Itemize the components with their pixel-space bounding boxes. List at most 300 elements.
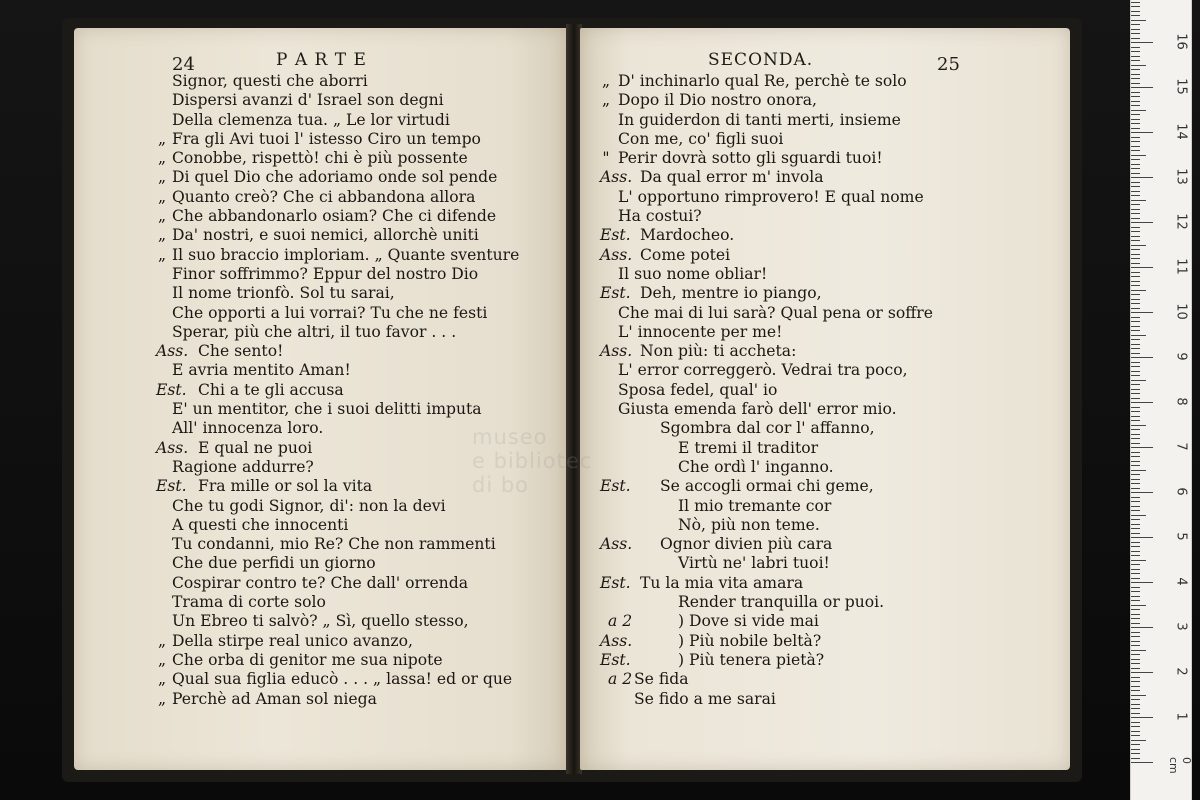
speaker-label: Ass. xyxy=(156,342,189,361)
ruler-tick xyxy=(1131,240,1140,241)
ruler-tick xyxy=(1131,42,1153,43)
ruler-tick xyxy=(1131,555,1140,556)
line-text: L' error correggerò. Vedrai tra poco, xyxy=(618,361,908,380)
line-text: E qual ne puoi xyxy=(198,438,313,457)
quote-mark: „ xyxy=(157,207,167,226)
ruler-tick xyxy=(1131,348,1140,349)
line-text: Qual sua figlia educò . . . „ lassa! ed or que xyxy=(172,670,513,689)
line-text: Della clemenza tua. „ Le lor virtudi xyxy=(172,110,450,129)
line-text: Che sento! xyxy=(198,342,284,361)
text-line xyxy=(580,111,1070,130)
text-line xyxy=(580,188,1070,207)
ruler-tick xyxy=(1131,321,1140,322)
ruler-tick xyxy=(1131,15,1140,16)
ruler-tick xyxy=(1131,407,1140,408)
ruler-tick xyxy=(1131,362,1140,363)
speaker-label: Est. xyxy=(600,477,631,496)
text-line xyxy=(580,554,1070,573)
ruler-tick xyxy=(1131,492,1153,493)
watermark-line: museo xyxy=(472,425,548,449)
ruler-tick xyxy=(1131,191,1140,192)
line-text: Signor, questi che aborri xyxy=(172,72,368,90)
ruler-tick xyxy=(1131,645,1140,646)
ruler-tick xyxy=(1131,623,1140,624)
ruler-tick xyxy=(1131,65,1146,66)
line-text: Da qual error m' invola xyxy=(640,168,824,187)
ruler-tick xyxy=(1131,632,1140,633)
ruler-tick xyxy=(1131,519,1140,520)
quote-mark: „ xyxy=(157,689,167,708)
ruler-number: 1 xyxy=(1173,712,1189,721)
text-line xyxy=(580,670,1070,689)
line-text: Il mio tremante cor xyxy=(678,496,832,515)
quote-mark: „ xyxy=(157,129,167,148)
line-text: Ha costui? xyxy=(618,207,702,226)
line-text: Di quel Dio che adoriamo onde sol pende xyxy=(172,168,498,187)
text-line xyxy=(580,284,1070,303)
ruler-tick xyxy=(1131,96,1140,97)
ruler-tick xyxy=(1131,11,1140,12)
ruler-tick xyxy=(1131,506,1140,507)
text-line xyxy=(580,400,1070,419)
ruler-tick xyxy=(1131,749,1140,750)
text-line xyxy=(580,574,1070,593)
text-line xyxy=(74,632,568,651)
watermark-line: di bo xyxy=(472,473,530,497)
line-text: Chi a te gli accusa xyxy=(198,380,344,399)
ruler-tick xyxy=(1131,704,1140,705)
ruler-tick xyxy=(1131,110,1146,111)
text-line xyxy=(74,72,568,91)
line-text: Non più: ti accheta: xyxy=(640,342,797,361)
line-text: Trama di corte solo xyxy=(172,593,326,612)
ruler-number: 13 xyxy=(1173,168,1189,185)
ruler-tick xyxy=(1131,29,1140,30)
text-line xyxy=(580,361,1070,380)
library-watermark xyxy=(472,425,632,497)
ruler-tick xyxy=(1131,470,1146,471)
line-text: E avria mentito Aman! xyxy=(172,361,351,380)
speaker-label: Ass. xyxy=(600,342,633,361)
text-line xyxy=(580,651,1070,670)
text-line xyxy=(74,400,568,419)
ruler-tick xyxy=(1131,483,1140,484)
text-line xyxy=(580,381,1070,400)
text-line xyxy=(74,246,568,265)
left-page-header: P A R T E xyxy=(276,50,367,70)
ruler-tick xyxy=(1131,2,1140,3)
line-text: Quanto creò? Che ci abbandona allora xyxy=(172,187,476,206)
text-line xyxy=(580,439,1070,458)
text-line xyxy=(580,91,1070,110)
ruler-tick xyxy=(1131,479,1140,480)
line-text: Il suo braccio imploriam. „ Quante sventure xyxy=(172,245,520,264)
ruler-tick xyxy=(1131,465,1140,466)
quote-mark: „ xyxy=(157,245,167,264)
ruler-tick xyxy=(1131,155,1146,156)
ruler-tick xyxy=(1131,753,1140,754)
ruler-unit-label: 0 cm xyxy=(1167,757,1193,774)
line-text: Che opporti a lui vorrai? Tu che ne festi xyxy=(172,303,488,322)
line-text: Che tu godi Signor, di': non la devi xyxy=(172,496,446,515)
ruler-tick xyxy=(1131,398,1140,399)
line-text: Fra gli Avi tuoi l' istesso Ciro un tempo xyxy=(172,129,481,148)
text-line xyxy=(580,497,1070,516)
ruler-tick xyxy=(1131,78,1140,79)
ruler-tick xyxy=(1131,762,1153,763)
ruler-tick xyxy=(1131,213,1140,214)
text-line xyxy=(580,535,1070,554)
ruler-tick xyxy=(1131,47,1140,48)
line-text: Render tranquilla or puoi. xyxy=(678,593,885,612)
ruler-tick xyxy=(1131,411,1140,412)
line-text: Dopo il Dio nostro onora, xyxy=(618,91,818,110)
ruler-tick xyxy=(1131,200,1146,201)
ruler-tick xyxy=(1131,101,1140,102)
line-text: Perchè ad Aman sol niega xyxy=(172,689,377,708)
line-text: A questi che innocenti xyxy=(172,515,349,534)
ruler-tick xyxy=(1131,569,1140,570)
line-text: All' innocenza loro. xyxy=(172,419,324,438)
line-text: Un Ebreo ti salvò? „ Sì, quello stesso, xyxy=(172,612,469,631)
speaker-label: Est. xyxy=(156,380,187,399)
ruler-tick xyxy=(1131,267,1153,268)
text-line xyxy=(74,130,568,149)
ruler-tick xyxy=(1131,146,1140,147)
ruler-tick xyxy=(1131,317,1140,318)
line-text: Se accogli ormai chi geme, xyxy=(660,477,874,496)
ruler-tick xyxy=(1131,542,1140,543)
text-line xyxy=(74,265,568,284)
ruler-tick xyxy=(1131,497,1140,498)
text-line xyxy=(580,304,1070,323)
quote-mark: „ xyxy=(601,91,611,110)
ruler-tick xyxy=(1131,137,1140,138)
line-text: D' inchinarlo qual Re, perchè te solo xyxy=(618,72,907,90)
ruler-tick xyxy=(1131,384,1140,385)
line-text: Nò, più non teme. xyxy=(678,515,820,534)
speaker-label: Ass. xyxy=(600,245,633,264)
measurement-ruler xyxy=(1130,0,1192,800)
ruler-tick xyxy=(1131,740,1146,741)
ruler-tick xyxy=(1131,128,1140,129)
quote-mark: „ xyxy=(157,670,167,689)
ruler-tick xyxy=(1131,447,1153,448)
ruler-tick xyxy=(1131,263,1140,264)
ruler-tick xyxy=(1131,123,1140,124)
line-text: Della stirpe real unico avanzo, xyxy=(172,631,413,650)
ruler-tick xyxy=(1131,380,1146,381)
ruler-tick xyxy=(1131,578,1140,579)
ruler-tick xyxy=(1131,668,1140,669)
ruler-tick xyxy=(1131,515,1146,516)
ruler-tick xyxy=(1131,326,1140,327)
line-text: Fra mille or sol la vita xyxy=(198,477,373,496)
speaker-label: Ass. xyxy=(156,438,189,457)
line-text: L' opportuno rimprovero! E qual nome xyxy=(618,187,924,206)
ruler-number: 2 xyxy=(1173,667,1189,676)
line-text: Tu la mia vita amara xyxy=(640,573,804,592)
ruler-tick xyxy=(1131,33,1140,34)
line-text: ) Più tenera pietà? xyxy=(678,650,825,669)
text-line xyxy=(74,342,568,361)
ruler-tick xyxy=(1131,168,1140,169)
ruler-tick xyxy=(1131,56,1140,57)
ruler-tick xyxy=(1131,452,1140,453)
line-text: Finor soffrimmo? Eppur del nostro Dio xyxy=(172,264,479,283)
ruler-tick xyxy=(1131,591,1140,592)
quote-mark: „ xyxy=(157,149,167,168)
ruler-tick xyxy=(1131,357,1153,358)
ruler-number: 14 xyxy=(1173,123,1189,140)
text-line xyxy=(580,226,1070,245)
ruler-tick xyxy=(1131,335,1146,336)
ruler-tick xyxy=(1131,218,1140,219)
text-line xyxy=(580,246,1070,265)
ruler-number: 15 xyxy=(1173,78,1189,95)
line-text: In guiderdon di tanti merti, insieme xyxy=(618,110,901,129)
text-line xyxy=(74,361,568,380)
line-text: Sgombra dal cor l' affanno, xyxy=(660,419,875,438)
ruler-tick xyxy=(1131,371,1140,372)
text-line xyxy=(74,593,568,612)
text-line xyxy=(74,574,568,593)
text-line xyxy=(580,612,1070,631)
ruler-tick xyxy=(1131,695,1146,696)
speaker-label: Ass. xyxy=(600,631,633,650)
right-page-number: 25 xyxy=(937,54,960,75)
line-text: Sperar, più che altri, il tuo favor . . . xyxy=(172,322,457,341)
ruler-tick xyxy=(1131,560,1146,561)
ruler-tick xyxy=(1131,600,1140,601)
speaker-label: Est. xyxy=(600,573,631,592)
speaker-label: Est. xyxy=(156,477,187,496)
watermark-line: e bibliotec xyxy=(472,449,593,473)
ruler-tick xyxy=(1131,276,1140,277)
ruler-tick xyxy=(1131,726,1140,727)
ruler-tick xyxy=(1131,294,1140,295)
ruler-tick xyxy=(1131,654,1140,655)
ruler-number: 7 xyxy=(1173,442,1189,451)
ruler-tick xyxy=(1131,461,1140,462)
ruler-tick xyxy=(1131,245,1146,246)
line-text: Da' nostri, e suoi nemici, allorchè uniti xyxy=(172,226,479,245)
ruler-number: 4 xyxy=(1173,577,1189,586)
ruler-tick xyxy=(1131,308,1140,309)
ruler-number: 5 xyxy=(1173,532,1189,541)
ruler-tick xyxy=(1131,51,1140,52)
text-line xyxy=(74,670,568,689)
ruler-number: 9 xyxy=(1173,352,1189,361)
line-text: Deh, mentre io piango, xyxy=(640,284,822,303)
ruler-number: 10 xyxy=(1173,303,1189,320)
speaker-label: Est. xyxy=(600,284,631,303)
ruler-tick xyxy=(1131,537,1153,538)
ruler-tick xyxy=(1131,389,1140,390)
ruler-tick xyxy=(1131,425,1146,426)
quote-mark: „ xyxy=(601,72,611,90)
text-line xyxy=(74,612,568,631)
line-text: Ognor divien più cara xyxy=(660,535,833,554)
ruler-tick xyxy=(1131,533,1140,534)
ruler-tick xyxy=(1131,164,1140,165)
left-page xyxy=(74,28,568,770)
text-line xyxy=(580,72,1070,91)
open-book xyxy=(62,18,1082,782)
right-page-header: SECONDA. xyxy=(708,50,814,70)
ruler-tick xyxy=(1131,474,1140,475)
line-text: Virtù ne' labri tuoi! xyxy=(678,554,830,573)
ruler-tick xyxy=(1131,303,1140,304)
ruler-tick xyxy=(1131,564,1140,565)
ruler-tick xyxy=(1131,353,1140,354)
line-text: Il nome trionfò. Sol tu sarai, xyxy=(172,284,395,303)
speaker-label: Ass. xyxy=(600,535,633,554)
text-line xyxy=(580,323,1070,342)
ruler-tick xyxy=(1131,636,1140,637)
ruler-tick xyxy=(1131,182,1140,183)
ruler-tick xyxy=(1131,330,1140,331)
speaker-label: Est. xyxy=(600,650,631,669)
ruler-tick xyxy=(1131,609,1140,610)
line-text: Cospirar contro te? Che dall' orrenda xyxy=(172,573,468,592)
ruler-tick xyxy=(1131,375,1140,376)
ruler-tick xyxy=(1131,546,1140,547)
text-line xyxy=(74,149,568,168)
ruler-tick xyxy=(1131,105,1140,106)
text-line xyxy=(580,477,1070,496)
line-text: Che abbandonarlo osiam? Che ci difende xyxy=(172,207,497,226)
text-line xyxy=(74,554,568,573)
quote-mark: „ xyxy=(157,226,167,245)
text-line xyxy=(74,188,568,207)
line-text: ) Più nobile beltà? xyxy=(678,631,822,650)
ruler-tick xyxy=(1131,663,1140,664)
ruler-tick xyxy=(1131,344,1140,345)
text-line xyxy=(580,632,1070,651)
ruler-tick xyxy=(1131,627,1153,628)
ruler-tick xyxy=(1131,735,1140,736)
line-text: Che due perfidi un giorno xyxy=(172,554,376,573)
ruler-tick xyxy=(1131,173,1140,174)
text-line xyxy=(580,516,1070,535)
ruler-tick xyxy=(1131,510,1140,511)
ruler-tick xyxy=(1131,38,1140,39)
ruler-tick xyxy=(1131,443,1140,444)
ruler-tick xyxy=(1131,551,1140,552)
line-text: Che ordì l' inganno. xyxy=(678,457,834,476)
ruler-tick xyxy=(1131,249,1140,250)
line-text: Mardocheo. xyxy=(640,226,735,245)
ruler-tick xyxy=(1131,758,1140,759)
line-text: Come potei xyxy=(640,245,731,264)
ruler-tick xyxy=(1131,722,1140,723)
ruler-number: 11 xyxy=(1173,258,1189,275)
ruler-tick xyxy=(1131,614,1140,615)
text-line xyxy=(74,381,568,400)
text-line xyxy=(580,419,1070,438)
right-page xyxy=(580,28,1070,770)
ruler-tick xyxy=(1131,87,1153,88)
ruler-tick xyxy=(1131,150,1140,151)
line-text: E' un mentitor, che i suoi delitti imputa xyxy=(172,400,482,419)
ruler-tick xyxy=(1131,231,1140,232)
ruler-number: 16 xyxy=(1173,33,1189,50)
ruler-tick xyxy=(1131,681,1140,682)
text-line xyxy=(74,535,568,554)
ruler-tick xyxy=(1131,677,1140,678)
ruler-tick xyxy=(1131,713,1140,714)
left-page-text xyxy=(74,72,568,709)
text-line xyxy=(74,651,568,670)
quote-mark: „ xyxy=(157,187,167,206)
ruler-tick xyxy=(1131,20,1146,21)
line-text: Che orba di genitor me sua nipote xyxy=(172,650,443,669)
line-text: Tu condanni, mio Re? Che non rammenti xyxy=(172,535,496,554)
ruler-tick xyxy=(1131,717,1153,718)
text-line xyxy=(580,265,1070,284)
ruler-tick xyxy=(1131,24,1140,25)
text-line xyxy=(74,226,568,245)
ruler-tick xyxy=(1131,204,1140,205)
text-line xyxy=(74,497,568,516)
ruler-tick xyxy=(1131,339,1140,340)
ruler-tick xyxy=(1131,186,1140,187)
text-line xyxy=(580,593,1070,612)
ruler-tick xyxy=(1131,6,1140,7)
text-line xyxy=(74,111,568,130)
ruler-tick xyxy=(1131,209,1140,210)
ruler-tick xyxy=(1131,222,1153,223)
quote-mark: „ xyxy=(157,650,167,669)
ruler-tick xyxy=(1131,690,1140,691)
ruler-tick xyxy=(1131,402,1153,403)
ruler-tick xyxy=(1131,708,1140,709)
line-text: Sposa fedel, qual' io xyxy=(618,380,778,399)
ruler-tick xyxy=(1131,177,1153,178)
ruler-tick xyxy=(1131,524,1140,525)
text-line xyxy=(580,207,1070,226)
ruler-tick xyxy=(1131,641,1140,642)
right-page-text xyxy=(580,72,1070,709)
quote-mark: " xyxy=(602,149,610,168)
ruler-tick xyxy=(1131,596,1140,597)
ruler-tick xyxy=(1131,699,1140,700)
line-text: E tremi il traditor xyxy=(678,438,819,457)
text-line xyxy=(580,342,1070,361)
ruler-tick xyxy=(1131,69,1140,70)
ruler-number: 3 xyxy=(1173,622,1189,631)
ruler-tick xyxy=(1131,60,1140,61)
line-text: Perir dovrà sotto gli sguardi tuoi! xyxy=(618,149,883,168)
quote-mark: „ xyxy=(157,168,167,187)
line-text: Con me, co' figli suoi xyxy=(618,129,784,148)
text-line xyxy=(580,690,1070,709)
ruler-tick xyxy=(1131,488,1140,489)
text-line xyxy=(580,168,1070,187)
ruler-tick xyxy=(1131,528,1140,529)
left-page-number: 24 xyxy=(172,54,195,75)
text-line xyxy=(74,207,568,226)
ruler-tick xyxy=(1131,254,1140,255)
line-text: Se fido a me sarai xyxy=(634,689,776,708)
ruler-tick xyxy=(1131,744,1140,745)
speaker-label: Est. xyxy=(600,226,631,245)
ruler-tick xyxy=(1131,195,1140,196)
ruler-tick xyxy=(1131,731,1140,732)
ruler-tick xyxy=(1131,605,1146,606)
text-line xyxy=(74,304,568,323)
